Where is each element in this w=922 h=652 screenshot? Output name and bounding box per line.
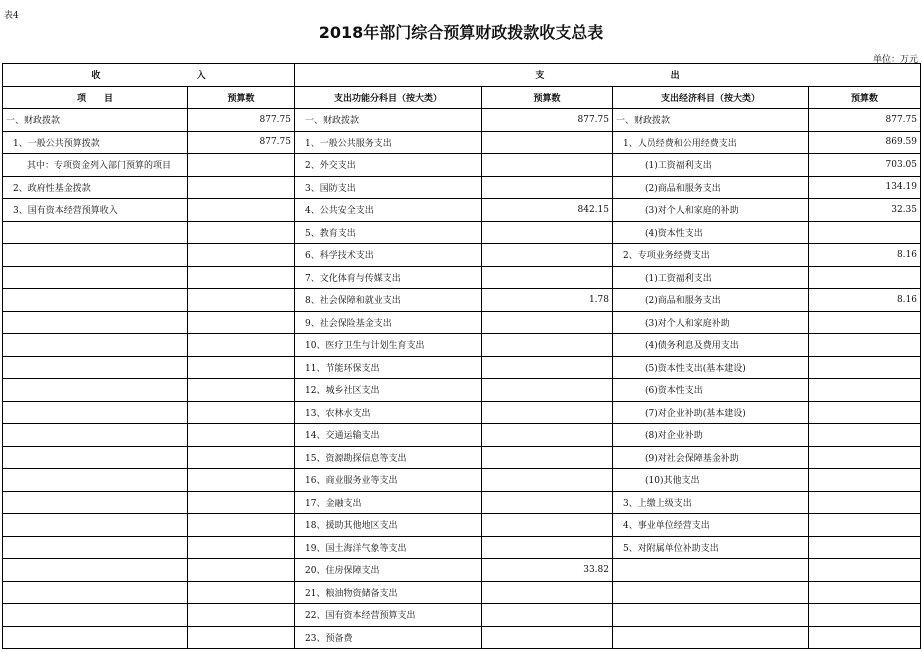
econ-class-cell: (1)工资福利支出	[613, 266, 809, 289]
budget-2-cell	[482, 334, 613, 357]
budget-1-cell	[188, 514, 295, 537]
func-class-cell: 21、粮油物资储备支出	[295, 581, 482, 604]
budget-1-cell	[188, 469, 295, 492]
budget-2-cell	[482, 469, 613, 492]
budget-1-cell	[188, 289, 295, 312]
func-class-cell: 23、预备费	[295, 626, 482, 649]
col-header-budget-2: 预算数	[482, 86, 613, 109]
budget-1-cell	[188, 536, 295, 559]
func-class-cell: 2、外交支出	[295, 154, 482, 177]
econ-class-cell	[613, 604, 809, 627]
econ-class-cell	[613, 626, 809, 649]
col-header-econ-class: 支出经济科目（按大类）	[613, 86, 809, 109]
item-cell: 其中：专项资金列入部门预算的项目	[3, 154, 188, 177]
budget-2-cell: 842.15	[482, 199, 613, 222]
item-cell: 一、财政拨款	[3, 109, 188, 132]
func-class-cell: 3、国防支出	[295, 176, 482, 199]
budget-3-cell	[809, 401, 921, 424]
budget-1-cell	[188, 176, 295, 199]
econ-class-cell	[613, 581, 809, 604]
table-row	[3, 604, 921, 627]
budget-1-cell	[188, 626, 295, 649]
item-cell	[3, 424, 188, 447]
budget-1-cell	[188, 559, 295, 582]
budget-1-cell	[188, 356, 295, 379]
table-row	[3, 176, 921, 199]
col-header-func-class: 支出功能分科目（按大类）	[295, 86, 482, 109]
col-header-budget-3: 预算数	[809, 86, 921, 109]
table-row	[3, 491, 921, 514]
table-row	[3, 469, 921, 492]
item-cell	[3, 469, 188, 492]
budget-2-cell	[482, 536, 613, 559]
budget-2-cell	[482, 626, 613, 649]
item-cell	[3, 401, 188, 424]
func-class-cell: 11、节能环保支出	[295, 356, 482, 379]
budget-1-cell: 877.75	[188, 109, 295, 132]
item-cell	[3, 446, 188, 469]
econ-class-cell: (2)商品和服务支出	[613, 176, 809, 199]
item-cell	[3, 536, 188, 559]
budget-3-cell	[809, 334, 921, 357]
table-row	[3, 244, 921, 267]
func-class-cell: 8、社会保障和就业支出	[295, 289, 482, 312]
budget-1-cell	[188, 244, 295, 267]
budget-2-cell	[482, 154, 613, 177]
budget-3-cell	[809, 266, 921, 289]
func-class-cell: 6、科学技术支出	[295, 244, 482, 267]
econ-class-cell: 4、事业单位经营支出	[613, 514, 809, 537]
table-number: 表4	[4, 11, 19, 21]
budget-1-cell	[188, 446, 295, 469]
econ-class-cell: (8)对企业补助	[613, 424, 809, 447]
econ-class-cell: 5、对附属单位补助支出	[613, 536, 809, 559]
econ-class-cell: (6)资本性支出	[613, 379, 809, 402]
func-class-cell: 14、交通运输支出	[295, 424, 482, 447]
func-class-cell: 7、文化体育与传媒支出	[295, 266, 482, 289]
group-header-row	[3, 64, 921, 87]
func-class-cell: 一、财政拨款	[295, 109, 482, 132]
econ-class-cell: 3、上缴上级支出	[613, 491, 809, 514]
table-row	[3, 334, 921, 357]
func-class-cell: 17、金融支出	[295, 491, 482, 514]
table-row	[3, 311, 921, 334]
func-class-cell: 9、社会保险基金支出	[295, 311, 482, 334]
budget-3-cell	[809, 536, 921, 559]
budget-2-cell	[482, 491, 613, 514]
budget-2-cell	[482, 581, 613, 604]
item-cell	[3, 581, 188, 604]
budget-3-cell	[809, 604, 921, 627]
econ-class-cell: 1、人员经费和公用经费支出	[613, 131, 809, 154]
table-row	[3, 199, 921, 222]
expense-header-char-2: 出	[670, 71, 680, 82]
item-cell	[3, 221, 188, 244]
table-row	[3, 131, 921, 154]
item-cell	[3, 491, 188, 514]
budget-1-cell: 877.75	[188, 131, 295, 154]
budget-1-cell	[188, 311, 295, 334]
table-row	[3, 536, 921, 559]
func-class-cell: 1、一般公共服务支出	[295, 131, 482, 154]
budget-table	[2, 63, 921, 649]
econ-class-cell: (2)商品和服务支出	[613, 289, 809, 312]
budget-2-cell	[482, 221, 613, 244]
table-row	[3, 109, 921, 132]
budget-3-cell	[809, 356, 921, 379]
table-row	[3, 424, 921, 447]
budget-3-cell: 32.35	[809, 199, 921, 222]
table-row	[3, 514, 921, 537]
econ-class-cell: 2、专项业务经费支出	[613, 244, 809, 267]
budget-3-cell	[809, 581, 921, 604]
func-class-cell: 20、住房保障支出	[295, 559, 482, 582]
budget-2-cell	[482, 266, 613, 289]
func-class-cell: 13、农林水支出	[295, 401, 482, 424]
func-class-cell: 4、公共安全支出	[295, 199, 482, 222]
budget-1-cell	[188, 491, 295, 514]
budget-3-cell: 877.75	[809, 109, 921, 132]
item-cell	[3, 289, 188, 312]
budget-1-cell	[188, 379, 295, 402]
item-cell	[3, 334, 188, 357]
item-cell	[3, 244, 188, 267]
budget-2-cell	[482, 446, 613, 469]
budget-2-cell: 877.75	[482, 109, 613, 132]
econ-class-cell: (9)对社会保障基金补助	[613, 446, 809, 469]
item-cell: 3、国有资本经营预算收入	[3, 199, 188, 222]
func-class-cell: 18、援助其他地区支出	[295, 514, 482, 537]
econ-class-cell: (3)对个人和家庭的补助	[613, 199, 809, 222]
col-header-budget-1: 预算数	[188, 86, 295, 109]
econ-class-cell: (4)资本性支出	[613, 221, 809, 244]
func-class-cell: 5、教育支出	[295, 221, 482, 244]
unit-label: 单位：万元	[872, 55, 918, 65]
page-title: 2018年部门综合预算财政拨款收支总表	[318, 23, 604, 42]
item-cell	[3, 379, 188, 402]
table-row	[3, 559, 921, 582]
budget-3-cell: 8.16	[809, 289, 921, 312]
budget-3-cell	[809, 424, 921, 447]
func-class-cell: 10、医疗卫生与计划生育支出	[295, 334, 482, 357]
table-row	[3, 356, 921, 379]
item-cell	[3, 356, 188, 379]
budget-1-cell	[188, 604, 295, 627]
item-cell	[3, 514, 188, 537]
budget-2-cell	[482, 424, 613, 447]
budget-3-cell	[809, 311, 921, 334]
budget-3-cell	[809, 221, 921, 244]
budget-2-cell: 1.78	[482, 289, 613, 312]
budget-2-cell	[482, 244, 613, 267]
table-row	[3, 221, 921, 244]
econ-class-cell: (3)对个人和家庭补助	[613, 311, 809, 334]
table-row	[3, 266, 921, 289]
budget-2-cell	[482, 379, 613, 402]
item-cell: 1、一般公共预算拨款	[3, 131, 188, 154]
econ-class-cell: 一、财政拨款	[613, 109, 809, 132]
expense-header-char-1: 支	[535, 71, 545, 82]
table-row	[3, 581, 921, 604]
item-cell	[3, 266, 188, 289]
budget-2-cell	[482, 604, 613, 627]
budget-1-cell	[188, 424, 295, 447]
func-class-cell: 22、国有资本经营预算支出	[295, 604, 482, 627]
item-cell	[3, 626, 188, 649]
budget-3-cell	[809, 379, 921, 402]
func-class-cell: 19、国土海洋气象等支出	[295, 536, 482, 559]
econ-class-cell: (1)工资福利支出	[613, 154, 809, 177]
expense-group-header	[295, 64, 921, 87]
econ-class-cell: (4)债务利息及费用支出	[613, 334, 809, 357]
budget-3-cell: 703.05	[809, 154, 921, 177]
table-row	[3, 289, 921, 312]
item-cell: 2、政府性基金拨款	[3, 176, 188, 199]
func-class-cell: 12、城乡社区支出	[295, 379, 482, 402]
budget-1-cell	[188, 154, 295, 177]
col-header-item: 项 目	[3, 86, 188, 109]
budget-2-cell	[482, 176, 613, 199]
budget-3-cell	[809, 446, 921, 469]
budget-3-cell	[809, 514, 921, 537]
budget-3-cell: 869.59	[809, 131, 921, 154]
budget-1-cell	[188, 334, 295, 357]
budget-2-cell	[482, 401, 613, 424]
item-cell	[3, 604, 188, 627]
budget-3-cell: 8.16	[809, 244, 921, 267]
budget-2-cell	[482, 356, 613, 379]
budget-3-cell	[809, 559, 921, 582]
budget-1-cell	[188, 581, 295, 604]
table-row	[3, 626, 921, 649]
budget-3-cell	[809, 626, 921, 649]
econ-class-cell: (10)其他支出	[613, 469, 809, 492]
budget-1-cell	[188, 401, 295, 424]
budget-2-cell	[482, 131, 613, 154]
budget-2-cell: 33.82	[482, 559, 613, 582]
econ-class-cell	[613, 559, 809, 582]
budget-1-cell	[188, 266, 295, 289]
budget-1-cell	[188, 199, 295, 222]
econ-class-cell: (5)资本性支出(基本建设)	[613, 356, 809, 379]
table-row	[3, 154, 921, 177]
column-header-row	[3, 86, 921, 109]
income-header-char-1: 收	[91, 71, 101, 82]
budget-2-cell	[482, 311, 613, 334]
func-class-cell: 16、商业服务业等支出	[295, 469, 482, 492]
budget-3-cell	[809, 469, 921, 492]
budget-2-cell	[482, 514, 613, 537]
table-row	[3, 401, 921, 424]
budget-3-cell: 134.19	[809, 176, 921, 199]
item-cell	[3, 311, 188, 334]
income-group-header	[3, 64, 295, 87]
func-class-cell: 15、资源勘探信息等支出	[295, 446, 482, 469]
econ-class-cell: (7)对企业补助(基本建设)	[613, 401, 809, 424]
item-cell	[3, 559, 188, 582]
budget-3-cell	[809, 491, 921, 514]
table-row	[3, 379, 921, 402]
income-header-char-2: 入	[196, 71, 206, 82]
budget-1-cell	[188, 221, 295, 244]
table-row	[3, 446, 921, 469]
